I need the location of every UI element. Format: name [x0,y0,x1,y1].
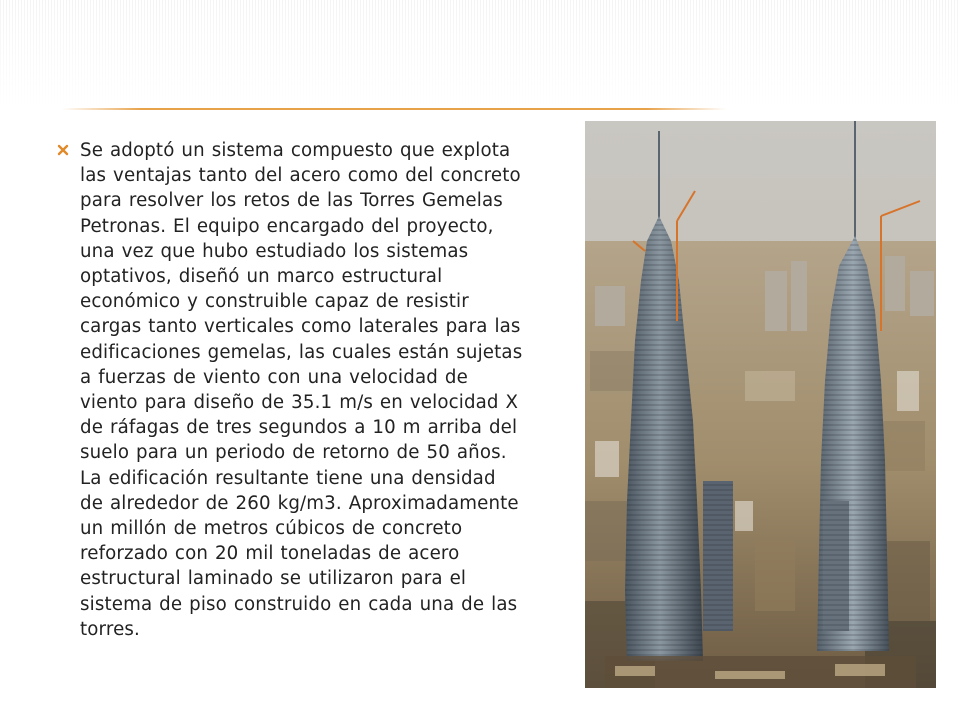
x-mark-icon [57,144,69,156]
slide-body-text: Se adoptó un sistema compuesto que explota las ventajas tanto del acero como del concreto para resolver los retos de las Torres Gemelas Petronas. El equipo encargado del proyecto, una vez que hubo estudiado los sistemas optativos, diseñó un marco estructural económico y construible capaz de resistir cargas tanto verticales como laterales para las edificaciones gemelas, las cuales están sujetas a fuerzas de viento con una velocidad de viento para diseño de 35.1 m/s en velocidad X de ráfagas de tres segundos a 10 m arriba del suelo para un periodo de retorno de 50 años. La edificación resultante tiene una densidad de alrededor de 260 kg/m3. Aproximadamente un millón de metros cúbicos de concreto reforzado con 20 mil toneladas de acero estructural laminado se utilizaron para el sistema de piso construido en cada una de las torres. [80,140,523,640]
background-hatch [0,0,960,110]
petronas-towers-photo [585,121,936,688]
title-accent-line [62,108,726,110]
